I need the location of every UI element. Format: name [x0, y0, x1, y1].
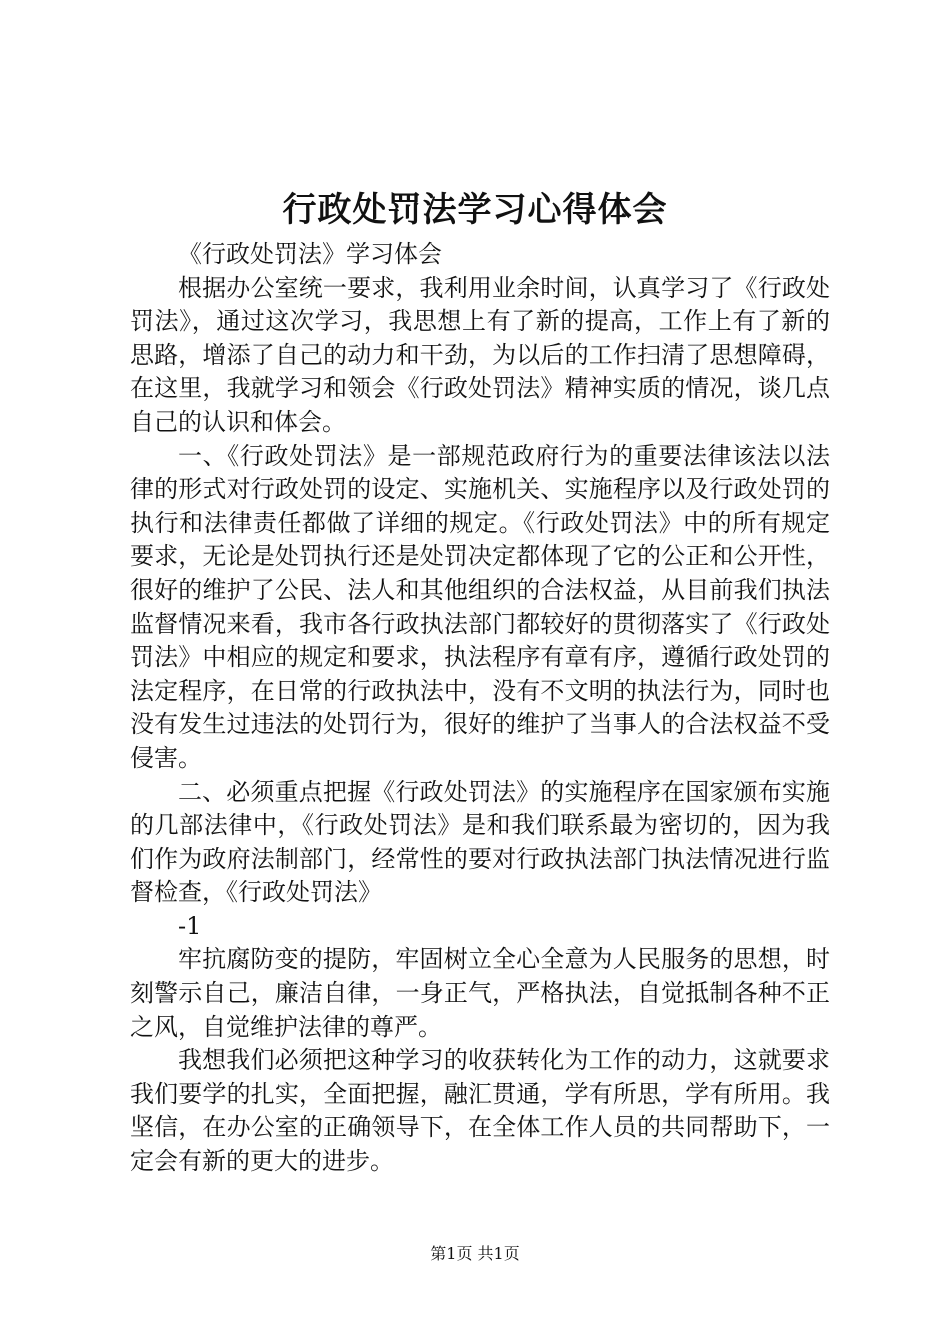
paragraph-conclusion: 我想我们必须把这种学习的收获转化为工作的动力，这就要求我们要学的扎实，全面把握，融汇贯通，学有所思，学有所用。我坚信，在办公室的正确领导下，在全体工作人员的共同帮助下，一定会有新的更大的进步。	[130, 1046, 830, 1176]
page-footer: 第1页 共1页	[430, 1244, 520, 1263]
paragraph-integrity: 牢抗腐防变的提防，牢固树立全心全意为人民服务的思想，时刻警示自己，廉洁自律，一身正气，严格执法，自觉抵制各种不正之风，自觉维护法律的尊严。	[130, 945, 830, 1041]
document-body	[130, 238, 830, 1179]
paragraph-intro: 根据办公室统一要求，我利用业余时间，认真学习了《行政处罚法》，通过这次学习，我思想上有了新的提高，工作上有了新的思路，增添了自己的动力和干劲，为以后的工作扫清了思想障碍，在这里，我就学习和领会《行政处罚法》精神实质的情况，谈几点自己的认识和体会。	[130, 273, 830, 436]
document-title: 行政处罚法学习心得体会	[282, 190, 668, 230]
paragraph-section-two: 二、必须重点把握《行政处罚法》的实施程序在国家颁布实施的几部法律中，《行政处罚法》是和我们联系最为密切的，因为我们作为政府法制部门，经常性的要对行政执法部门执法情况进行监督检查，《行政处罚法》	[130, 777, 830, 907]
paragraph-page-marker: -1	[178, 911, 202, 940]
paragraph-subtitle: 《行政处罚法》学习体会	[178, 240, 442, 268]
paragraph-section-one: 一、《行政处罚法》是一部规范政府行为的重要法律该法以法律的形式对行政处罚的设定、实施机关、实施程序以及行政处罚的执行和法律责任都做了详细的规定。《行政处罚法》中的所有规定要求，无论是处罚执行还是处罚决定都体现了它的公正和公开性，很好的维护了公民、法人和其他组织的合法权益，从目前我们执法监督情况来看，我市各行政执法部门都较好的贯彻落实了《行政处罚法》中相应的规定和要求，执法程序有章有序，遵循行政处罚的法定程序，在日常的行政执法中，没有不文明的执法行为，同时也没有发生过违法的处罚行为，很好的维护了当事人的合法权益不受侵害。	[130, 441, 830, 772]
